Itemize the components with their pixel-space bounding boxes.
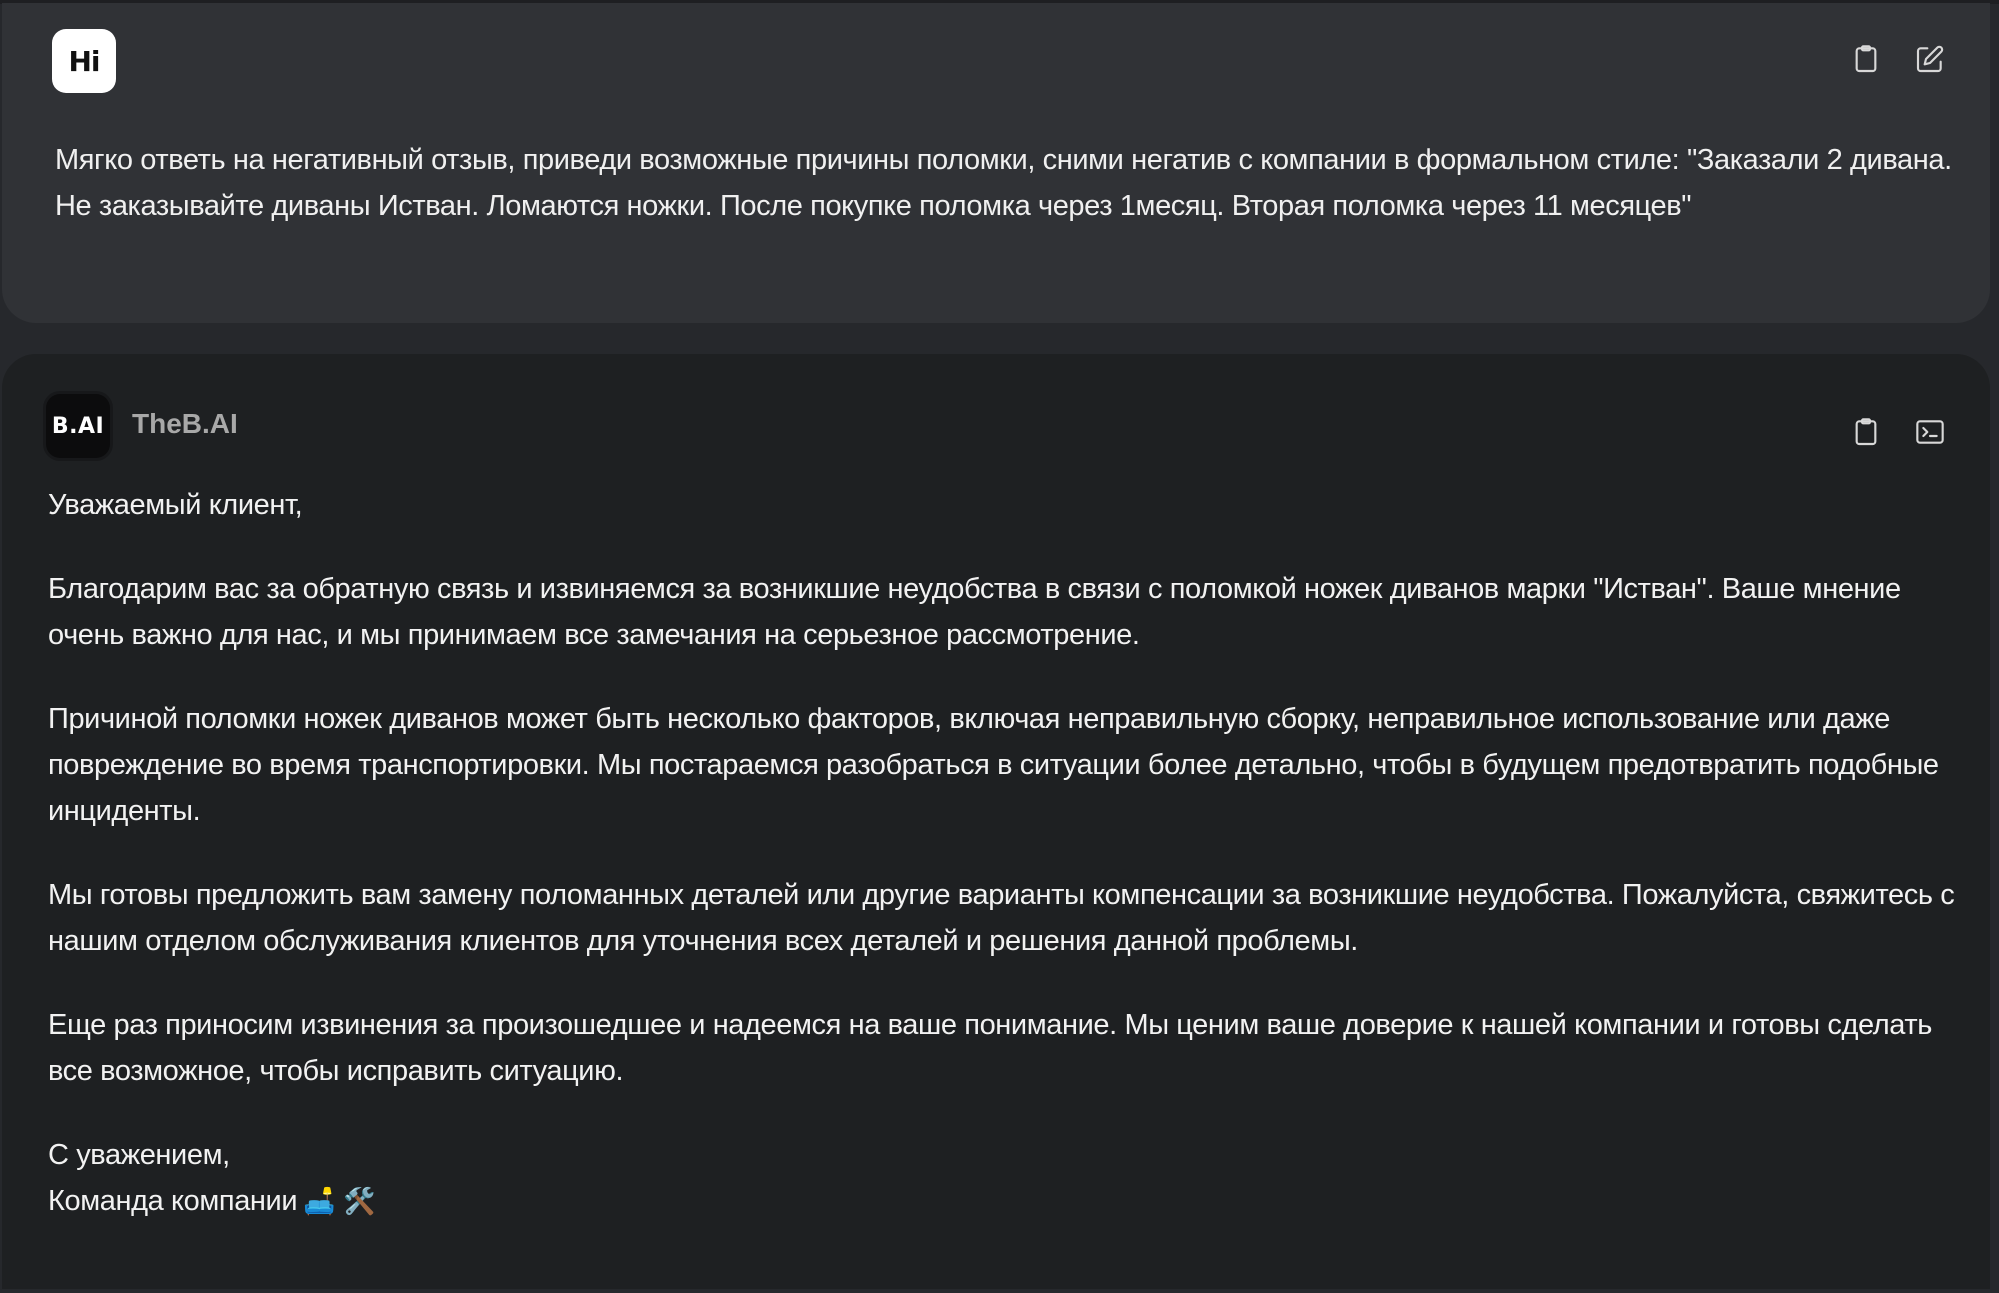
user-avatar: Hi — [52, 29, 116, 93]
edit-icon — [1914, 43, 1946, 75]
paragraph: Мы готовы предложить вам замену поломанных деталей или другие варианты компенсации за возникшие неудобства. Пожалуйста, свяжитесь с нашим отделом обслуживания клиентов для уточнения всех деталей и решения данной проблемы. — [48, 879, 1955, 957]
edit-button[interactable] — [1912, 41, 1948, 77]
user-message-text: Мягко ответь на негативный отзыв, приведи возможные причины поломки, сними негатив с компании в формальном стиле: "Заказали 2 дивана. Не заказывайте диваны Истван. Ломаются ножки. После покупке поломка через 1месяц. Вторая поломка через 11 месяцев" — [55, 144, 1952, 222]
bot-avatar: B.AI — [46, 394, 110, 458]
bot-message-text — [48, 482, 1958, 1225]
signoff-team-text: Команда компании — [48, 1185, 298, 1217]
paragraph: Причиной поломки ножек диванов может быть несколько факторов, включая неправильную сборку, неправильное использование или даже повреждение во время транспортировки. Мы постараемся разобраться в ситуации более детально, чтобы в будущем предотвратить подобные инциденты. — [48, 703, 1939, 827]
copy-button[interactable] — [1848, 41, 1884, 77]
sofa-tools-emoji: 🛋️ 🛠️ — [303, 1187, 375, 1217]
user-message-actions — [1848, 41, 1948, 77]
bot-message-actions — [1848, 414, 1948, 450]
bot-message-card — [2, 354, 1990, 1289]
paragraph: Благодарим вас за обратную связь и извиняемся за возникшие неудобства в связи с поломкой ножек диванов марки "Истван". Ваше мнение очень важно для нас, и мы принимаем все замечания на серьезное рассмотрение. — [48, 573, 1901, 651]
run-code-button[interactable] — [1912, 414, 1948, 450]
user-message-card — [2, 3, 1990, 323]
clipboard-icon — [1850, 416, 1882, 448]
signoff-line: С уважением, — [48, 1139, 230, 1171]
copy-button[interactable] — [1848, 414, 1884, 450]
signoff-team — [48, 1178, 1958, 1225]
bot-name: TheB.AI — [132, 408, 238, 439]
paragraph: Уважаемый клиент, — [48, 489, 303, 521]
clipboard-icon — [1850, 43, 1882, 75]
paragraph: Еще раз приносим извинения за произошедшее и надеемся на ваше понимание. Мы ценим ваше доверие к нашей компании и готовы сделать все возможное, чтобы исправить ситуацию. — [48, 1009, 1932, 1087]
terminal-icon — [1914, 416, 1946, 448]
